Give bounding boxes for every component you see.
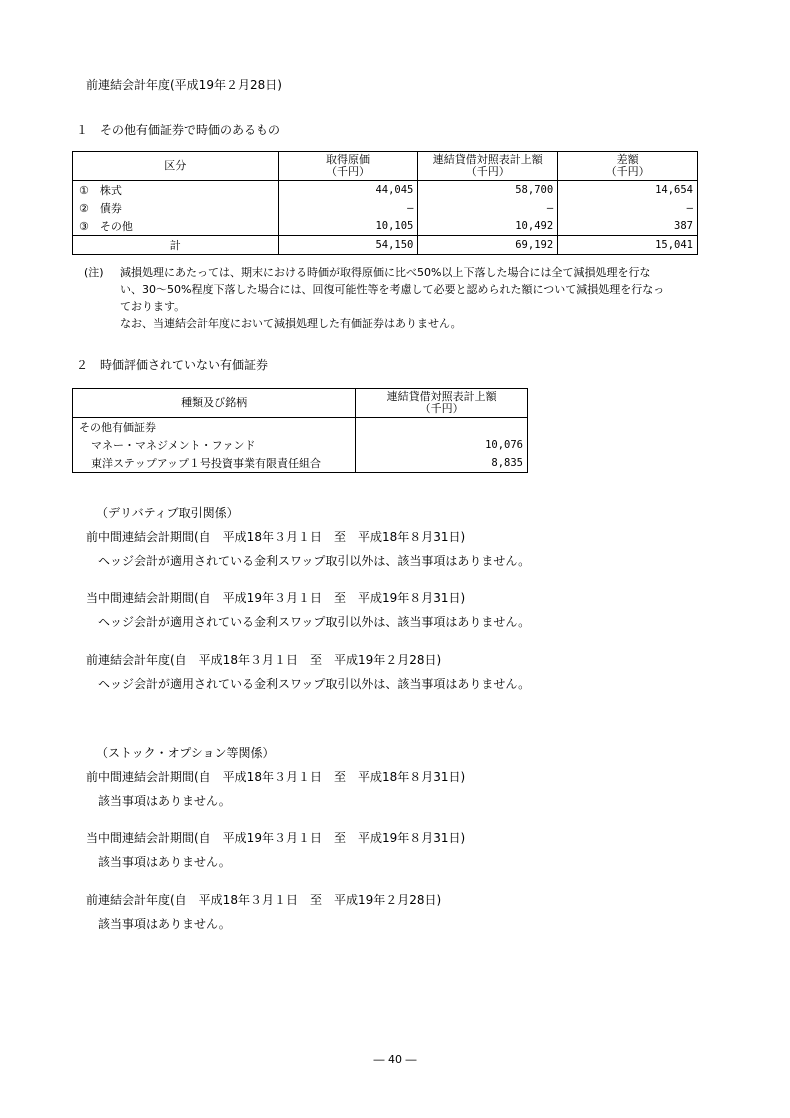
period-label: 前中間連結会計期間(自 平成18年３月１日 至 平成18年８月31日): [86, 770, 466, 784]
unlisted-securities-table: [72, 388, 528, 473]
value-cell: 8,835: [356, 454, 528, 473]
note-text: [120, 264, 664, 332]
period-label: 前中間連結会計期間(自 平成18年３月１日 至 平成18年８月31日): [86, 530, 466, 544]
table-row: [73, 454, 528, 473]
group-label: その他有価証券: [73, 418, 356, 437]
page-number: ― 40 ―: [373, 1053, 417, 1066]
table-row: [73, 199, 698, 217]
col-header-book: 連結貸借対照表計上額 （千円）: [418, 152, 558, 181]
empty-cell: [356, 418, 528, 437]
period-label: 当中間連結会計期間(自 平成19年３月１日 至 平成19年８月31日): [86, 831, 466, 845]
book-cell: 58,700: [418, 181, 558, 200]
book-cell: 10,492: [418, 217, 558, 236]
period-text: ヘッジ会計が適用されている金利スワップ取引以外は、該当事項はありません。: [98, 554, 531, 568]
col-header-cost: 取得原価 （千円）: [278, 152, 418, 181]
total-diff: 15,041: [558, 236, 698, 255]
total-book: 69,192: [418, 236, 558, 255]
period-label: 前連結会計年度(自 平成18年３月１日 至 平成19年２月28日): [86, 653, 442, 667]
table-header-row: [73, 152, 698, 181]
note-mark: (注): [84, 266, 104, 279]
col-header-kind: 種類及び銘柄: [73, 389, 356, 418]
period-label: 当中間連結会計期間(自 平成19年３月１日 至 平成19年８月31日): [86, 591, 466, 605]
book-cell: ―: [418, 199, 558, 217]
total-label: 計: [73, 236, 279, 255]
note-line: なお、当連結会計年度において減損処理した有価証券はありません。: [120, 317, 462, 330]
row-label: ③ その他: [73, 217, 279, 236]
note-line: 減損処理にあたっては、期末における時価が取得原価に比べ50%以上下落した場合には全て減損処理を行な: [120, 266, 651, 279]
fiscal-year-heading: 前連結会計年度(平成19年２月28日): [86, 78, 282, 92]
col-header-diff: 差額 （千円）: [558, 152, 698, 181]
row-label: ① 株式: [73, 181, 279, 200]
table-row: [73, 181, 698, 200]
cost-cell: ―: [278, 199, 418, 217]
value-cell: 10,076: [356, 436, 528, 454]
section1-title: １ その他有価証券で時価のあるもの: [76, 123, 281, 137]
group-row: [73, 418, 528, 437]
col-header-category: 区分: [73, 152, 279, 181]
period-text: ヘッジ会計が適用されている金利スワップ取引以外は、該当事項はありません。: [98, 677, 531, 691]
cost-cell: 44,045: [278, 181, 418, 200]
table-row: [73, 436, 528, 454]
period-text: 該当事項はありません。: [98, 855, 231, 869]
note-line: い、30～50%程度下落した場合には、回復可能性等を考慮して必要と認められた額について減損処理を行なっ: [120, 283, 665, 296]
stock-options-title: （ストック・オプション等関係）: [96, 746, 275, 760]
diff-cell: ―: [558, 199, 698, 217]
note-line: ております。: [120, 300, 186, 313]
total-cost: 54,150: [278, 236, 418, 255]
period-text: ヘッジ会計が適用されている金利スワップ取引以外は、該当事項はありません。: [98, 615, 531, 629]
table-header-row: [73, 389, 528, 418]
diff-cell: 387: [558, 217, 698, 236]
period-text: 該当事項はありません。: [98, 794, 231, 808]
period-text: 該当事項はありません。: [98, 917, 231, 931]
listed-securities-table: [72, 151, 698, 255]
row-label: マネー・マネジメント・ファンド: [73, 436, 356, 454]
period-label: 前連結会計年度(自 平成18年３月１日 至 平成19年２月28日): [86, 893, 442, 907]
table-row: [73, 217, 698, 236]
section2-title: ２ 時価評価されていない有価証券: [76, 358, 269, 372]
row-label: ② 債券: [73, 199, 279, 217]
col-header-book: 連結貸借対照表計上額 （千円）: [356, 389, 528, 418]
diff-cell: 14,654: [558, 181, 698, 200]
cost-cell: 10,105: [278, 217, 418, 236]
total-row: [73, 236, 698, 255]
derivatives-title: （デリバティブ取引関係）: [96, 506, 239, 520]
row-label: 東洋ステップアップ１号投資事業有限責任組合: [73, 454, 356, 473]
